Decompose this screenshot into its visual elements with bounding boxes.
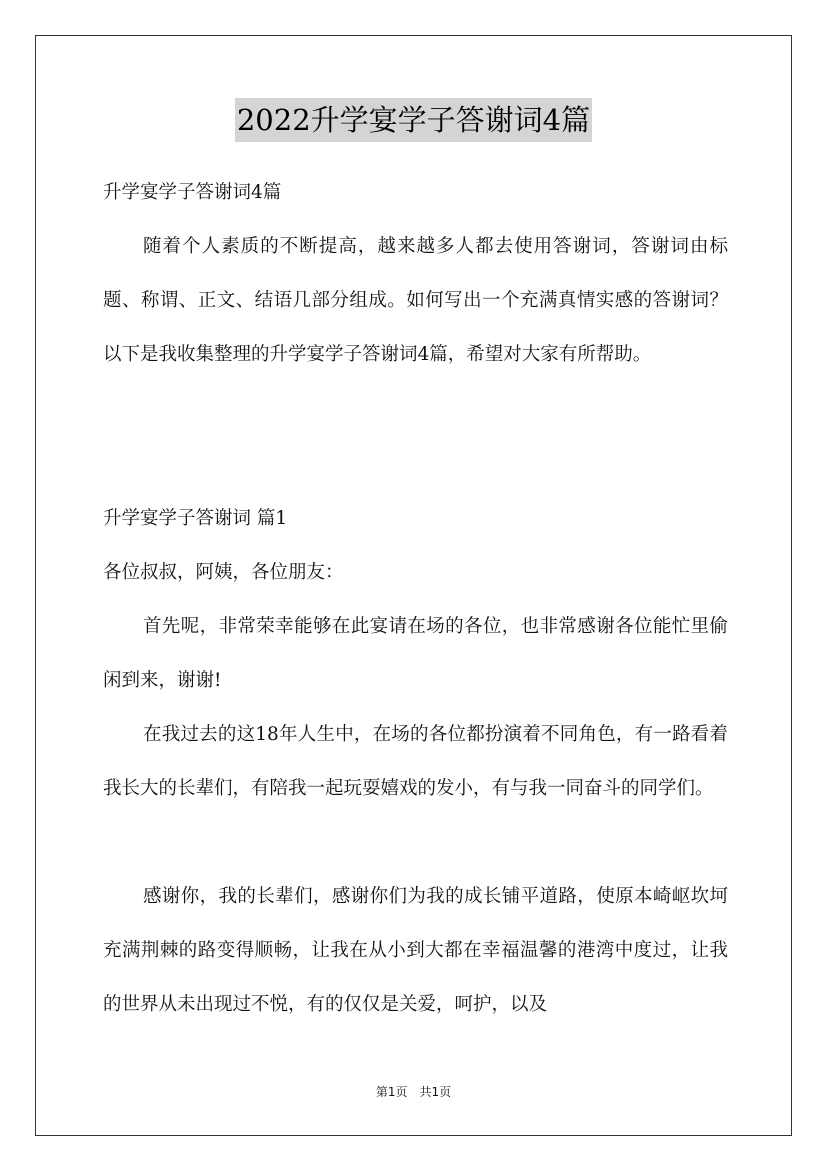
body-paragraph: 首先呢，非常荣幸能够在此宴请在场的各位，也非常感谢各位能忙里偷闲到来，谢谢! bbox=[103, 616, 728, 691]
section-title: 升学宴学子答谢词 篇1 bbox=[103, 508, 288, 529]
title-container bbox=[0, 98, 827, 142]
document-title: 2022升学宴学子答谢词4篇 bbox=[235, 98, 592, 142]
body-paragraph: 感谢你，我的长辈们，感谢你们为我的成长铺平道路，使原本崎岖坎坷充满荆棘的路变得顺畅，让我在从小到大都在幸福温馨的港湾中度过，让我的世界从未出现过不悦，有的仅仅是关爱，呵护，以及 bbox=[103, 886, 728, 1015]
intro-paragraph: 随着个人素质的不断提高，越来越多人都去使用答谢词，答谢词由标题、称谓、正文、结语几部分组成。如何写出一个充满真情实感的答谢词？以下是我收集整理的升学宴学子答谢词4篇，希望对大家有所帮助。 bbox=[103, 236, 728, 365]
page-footer: 第1页 共1页 bbox=[375, 1085, 452, 1099]
body-paragraph: 在我过去的这18年人生中，在场的各位都扮演着不同角色，有一路看着我长大的长辈们，有陪我一起玩耍嬉戏的发小，有与我一同奋斗的同学们。 bbox=[103, 724, 728, 799]
greeting-line: 各位叔叔，阿姨，各位朋友： bbox=[103, 562, 344, 583]
document-subtitle: 升学宴学子答谢词4篇 bbox=[103, 182, 282, 203]
